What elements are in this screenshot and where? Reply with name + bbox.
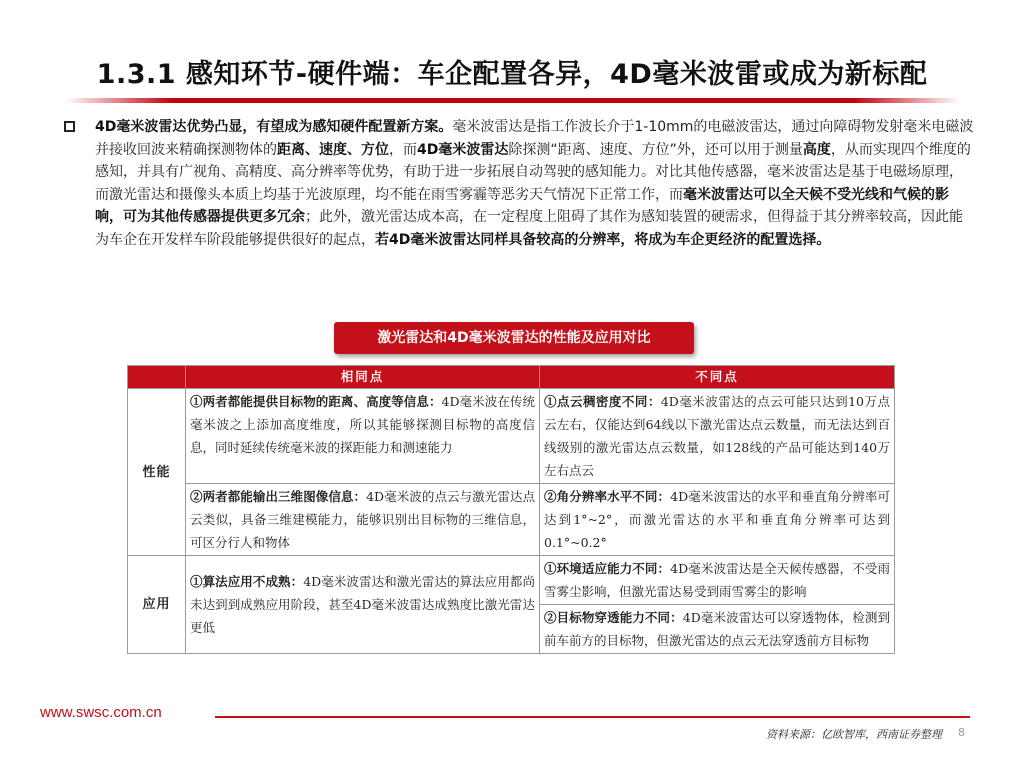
body-emph-1: 距离、速度、方位 xyxy=(277,141,389,158)
perf-diff-2-text: 4D毫米波雷达的水平和垂直角分辨率可达到1°~2°，而激光雷达的水平和垂直角分辨率可达到0.1°~0.2° xyxy=(544,489,890,550)
body-emph-2: 4D毫米波雷达 xyxy=(417,141,509,158)
perf-diff-2 xyxy=(540,484,895,556)
category-application: 应用 xyxy=(128,556,186,654)
perf-same-2 xyxy=(186,484,540,556)
perf-same-2-title: ②两者都能输出三维图像信息： xyxy=(190,489,367,504)
perf-diff-1-text: 4D毫米波雷达的点云可能只达到10万点云左右，仅能达到64线以下激光雷达点云数量，而无法达到百线级别的激光雷达点云数量，如128线的产品可能达到140万左右点云 xyxy=(544,394,890,478)
body-emph-4: 毫米波雷达可以全天候不受光线和气候的影响，可为其他传感器提供更多冗余 xyxy=(95,186,949,225)
body-text-1: 毫米波雷达是指工作波长介于1-10mm的电磁波雷达，通过向障碍物发射毫米电磁波并接收回波来精确探测物体的 xyxy=(95,119,974,158)
app-diff-1 xyxy=(540,556,895,605)
table-row xyxy=(128,556,895,605)
perf-same-1-text: 4D毫米波在传统毫米波之上添加高度维度，所以其能够探测目标物的高度信息，同时延续传统毫米波的探距能力和测速能力 xyxy=(190,394,535,455)
body-text-5: ；此外，激光雷达成本高，在一定程度上阻碍了其作为感知装置的硬需求，但得益于其分辨率较高，因此能为车企在开发样车阶段能够提供很好的起点， xyxy=(95,209,963,248)
comparison-table xyxy=(127,365,895,654)
table-header-row xyxy=(128,366,895,389)
bullet-square-icon xyxy=(64,121,75,132)
header-diff: 不同点 xyxy=(540,366,895,389)
app-same-1 xyxy=(186,556,540,654)
header-corner xyxy=(128,366,186,389)
app-diff-2-title: ②目标物穿透能力不同： xyxy=(544,610,683,625)
website-link[interactable]: www.swsc.com.cn xyxy=(40,704,162,721)
header-same: 相同点 xyxy=(186,366,540,389)
source-note: 资料来源：亿欧智库，西南证券整理 xyxy=(766,728,942,741)
page-number: 8 xyxy=(958,726,965,739)
perf-diff-1 xyxy=(540,389,895,484)
perf-diff-1-title: ①点云稠密度不同： xyxy=(544,394,661,409)
table-row xyxy=(128,389,895,484)
perf-same-1 xyxy=(186,389,540,484)
app-same-1-title: ①算法应用不成熟： xyxy=(190,574,304,589)
table-caption: 激光雷达和4D毫米波雷达的性能及应用对比 xyxy=(334,322,694,354)
table-row xyxy=(128,484,895,556)
perf-same-1-title: ①两者都能提供目标物的距离、高度等信息： xyxy=(190,394,442,409)
page-title: 1.3.1 感知环节-硬件端：车企配置各异，4D毫米波雷或成为新标配 xyxy=(96,59,928,90)
body-emph-3: 高度 xyxy=(802,141,831,158)
category-performance: 性能 xyxy=(128,389,186,556)
body-lead: 4D毫米波雷达优势凸显，有望成为感知硬件配置新方案。 xyxy=(95,119,453,135)
body-paragraph xyxy=(95,116,975,251)
body-text-3: 除探测“距离、速度、方位”外，还可以用于测量 xyxy=(508,141,803,158)
app-diff-2 xyxy=(540,605,895,654)
body-text-4: ，从而实现四个维度的感知，并具有广视角、高精度、高分辨率等优势，有助于进一步拓展自动驾驶的感知能力。对比其他传感器，毫米波雷达是基于电磁场原理，而激光雷达和摄像头本质上均基于光波原理，均不能在雨雪雾霾等恶劣天气情况下正常工作，而 xyxy=(95,141,971,203)
title-divider xyxy=(65,98,960,103)
app-diff-1-title: ①环境适应能力不同： xyxy=(544,561,671,576)
perf-diff-2-title: ②角分辨率水平不同： xyxy=(544,489,671,504)
app-diff-1-text: 4D毫米波雷达是全天候传感器，不受雨雪雾尘影响，但激光雷达易受到雨雪雾尘的影响 xyxy=(544,561,890,599)
perf-same-2-text: 4D毫米波的点云与激光雷达点云类似，具备三维建模能力，能够识别出目标物的三维信息，可区分行人和物体 xyxy=(190,489,535,550)
footer-divider xyxy=(215,716,970,718)
body-emph-5: 若4D毫米波雷达同样具备较高的分辨率，将成为车企更经济的配置选择。 xyxy=(375,231,831,248)
app-diff-2-text: 4D毫米波雷达可以穿透物体，检测到前车前方的目标物，但激光雷达的点云无法穿透前方目标物 xyxy=(544,610,890,648)
body-text-2: ，而 xyxy=(389,141,417,158)
app-same-1-text: 4D毫米波雷达和激光雷达的算法应用都尚未达到到成熟应用阶段，甚至4D毫米波雷达成熟度比激光雷达更低 xyxy=(190,574,535,635)
